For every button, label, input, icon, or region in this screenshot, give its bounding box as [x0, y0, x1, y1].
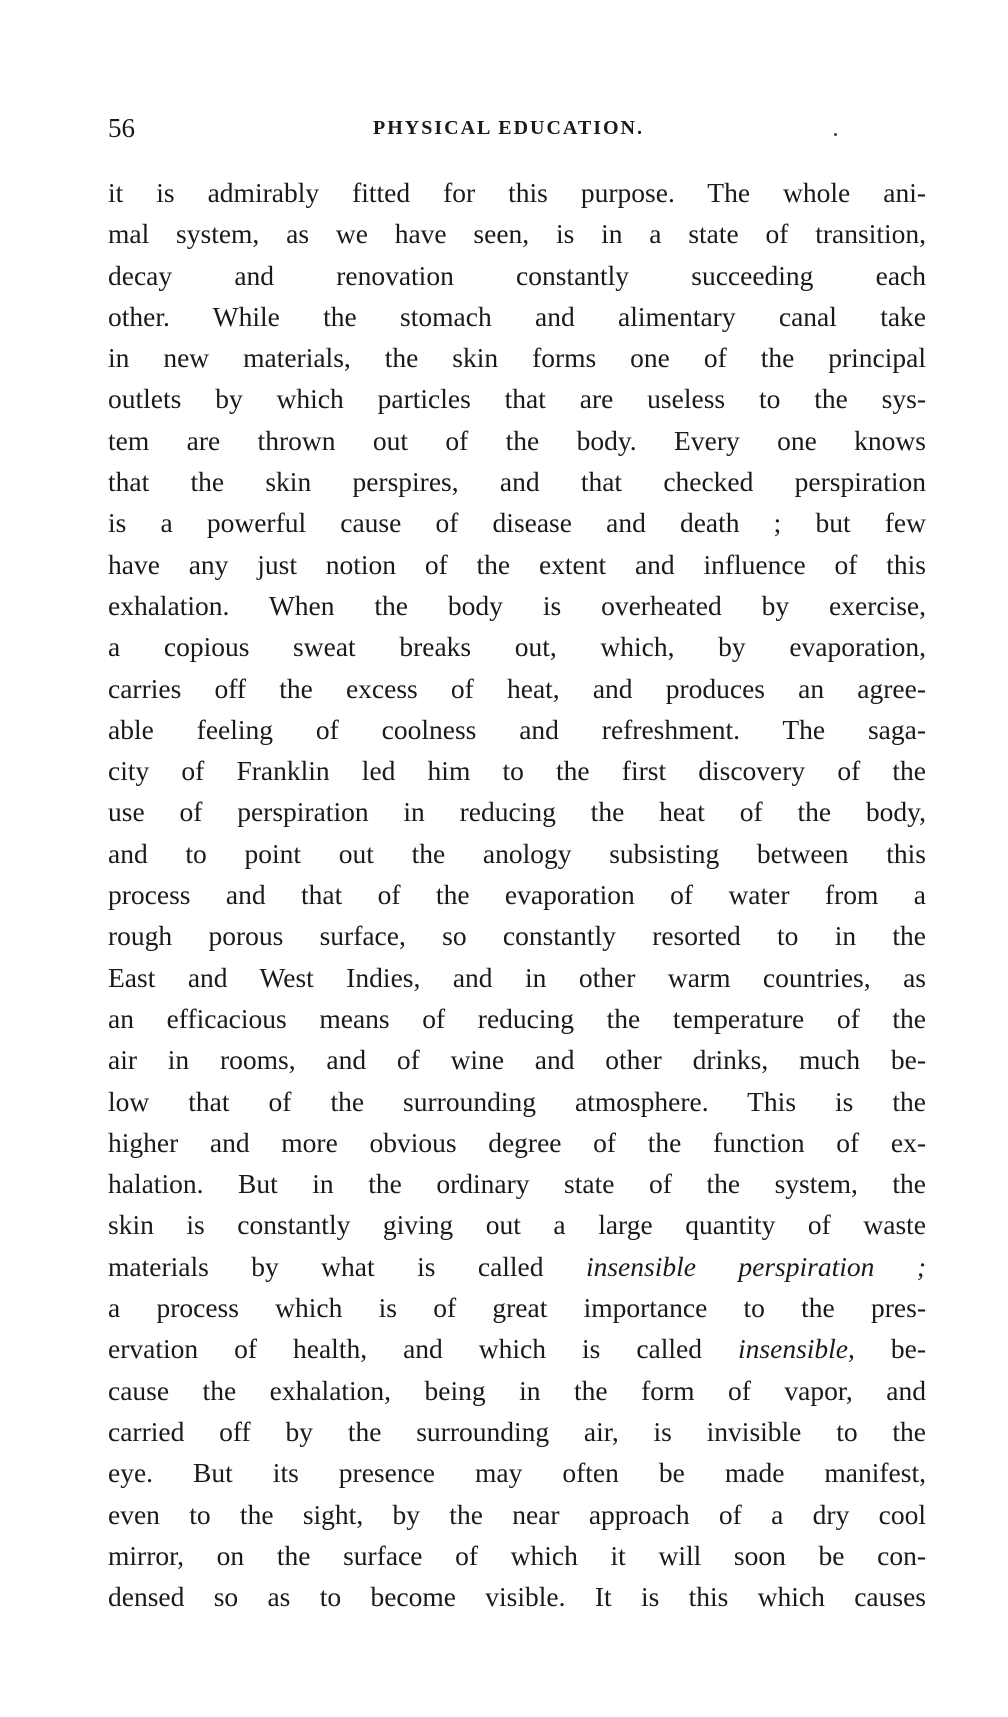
- text-line-35: densed so as to become visible. It is this which causes: [108, 1581, 926, 1613]
- text-line-31: carried off by the surrounding air, is invisible to the: [108, 1415, 926, 1447]
- text-line-28: a process which is of great importance to the pres-: [108, 1292, 926, 1324]
- text-line-5: in new materials, the skin forms one of the principal: [108, 342, 926, 374]
- text-line-7: tem are thrown out of the body. Every one knows: [108, 424, 926, 456]
- text-line-10: have any just notion of the extent and influence of this: [108, 548, 926, 580]
- ink-speck: [834, 133, 837, 136]
- text-line-3: decay and renovation constantly succeeding each: [108, 259, 926, 291]
- text-line-16: use of perspiration in reducing the heat of the body,: [108, 796, 926, 828]
- text-line-29: ervation of health, and which is called insensible, be-: [108, 1333, 927, 1365]
- text-line-9: is a powerful cause of disease and death ; but few: [108, 507, 926, 539]
- text-line-25: halation. But in the ordinary state of the system, the: [108, 1168, 926, 1200]
- text-line-23: low that of the surrounding atmosphere. This is the: [108, 1085, 926, 1117]
- text-line-2: mal system, as we have seen, is in a state of transition,: [108, 218, 926, 250]
- text-line-32: eye. But its presence may often be made manifest,: [108, 1457, 926, 1489]
- text-line-26: skin is constantly giving out a large quantity of waste: [108, 1209, 926, 1241]
- text-line-18: process and that of the evaporation of water from a: [108, 879, 926, 911]
- text-line-22: air in rooms, and of wine and other drinks, much be-: [108, 1044, 926, 1076]
- text-line-11: exhalation. When the body is overheated by exercise,: [108, 589, 926, 621]
- text-line-34: mirror, on the surface of which it will soon be con-: [108, 1539, 926, 1571]
- text-line-19: rough porous surface, so constantly resorted to in the: [108, 920, 926, 952]
- text-line-13: carries off the excess of heat, and produces an agree-: [108, 672, 926, 704]
- text-line-15: city of Franklin led him to the first discovery of the: [108, 755, 926, 787]
- text-line-8: that the skin perspires, and that checked perspiration: [108, 466, 926, 498]
- text-line-1: it is admirably fitted for this purpose. The whole ani-: [108, 177, 926, 208]
- italic-term-insensible: insensible,: [738, 1333, 855, 1365]
- page-number: 56: [108, 113, 135, 143]
- text-line-33: even to the sight, by the near approach of a dry cool: [108, 1498, 926, 1530]
- text-line-30: cause the exhalation, being in the form of vapor, and: [108, 1374, 926, 1406]
- italic-term-insensible-perspiration: insensible perspiration ;: [585, 1250, 926, 1282]
- body-text: [108, 172, 926, 1617]
- running-head: [108, 108, 926, 148]
- text-line-20: East and West Indies, and in other warm countries, as: [108, 961, 926, 993]
- text-line-27: materials by what is called insensible perspiration ;: [108, 1250, 926, 1282]
- text-line-24: higher and more obvious degree of the function of ex-: [108, 1126, 926, 1158]
- text-line-4: other. While the stomach and alimentary canal take: [108, 300, 926, 332]
- text-line-6: outlets by which particles that are useless to the sys-: [108, 383, 926, 415]
- running-title: PHYSICAL EDUCATION.: [373, 117, 644, 139]
- text-line-12: a copious sweat breaks out, which, by evaporation,: [108, 631, 926, 663]
- text-line-17: and to point out the anology subsisting between this: [108, 837, 926, 869]
- text-line-14: able feeling of coolness and refreshment. The saga-: [108, 713, 926, 745]
- text-line-21: an efficacious means of reducing the temperature of the: [108, 1002, 926, 1034]
